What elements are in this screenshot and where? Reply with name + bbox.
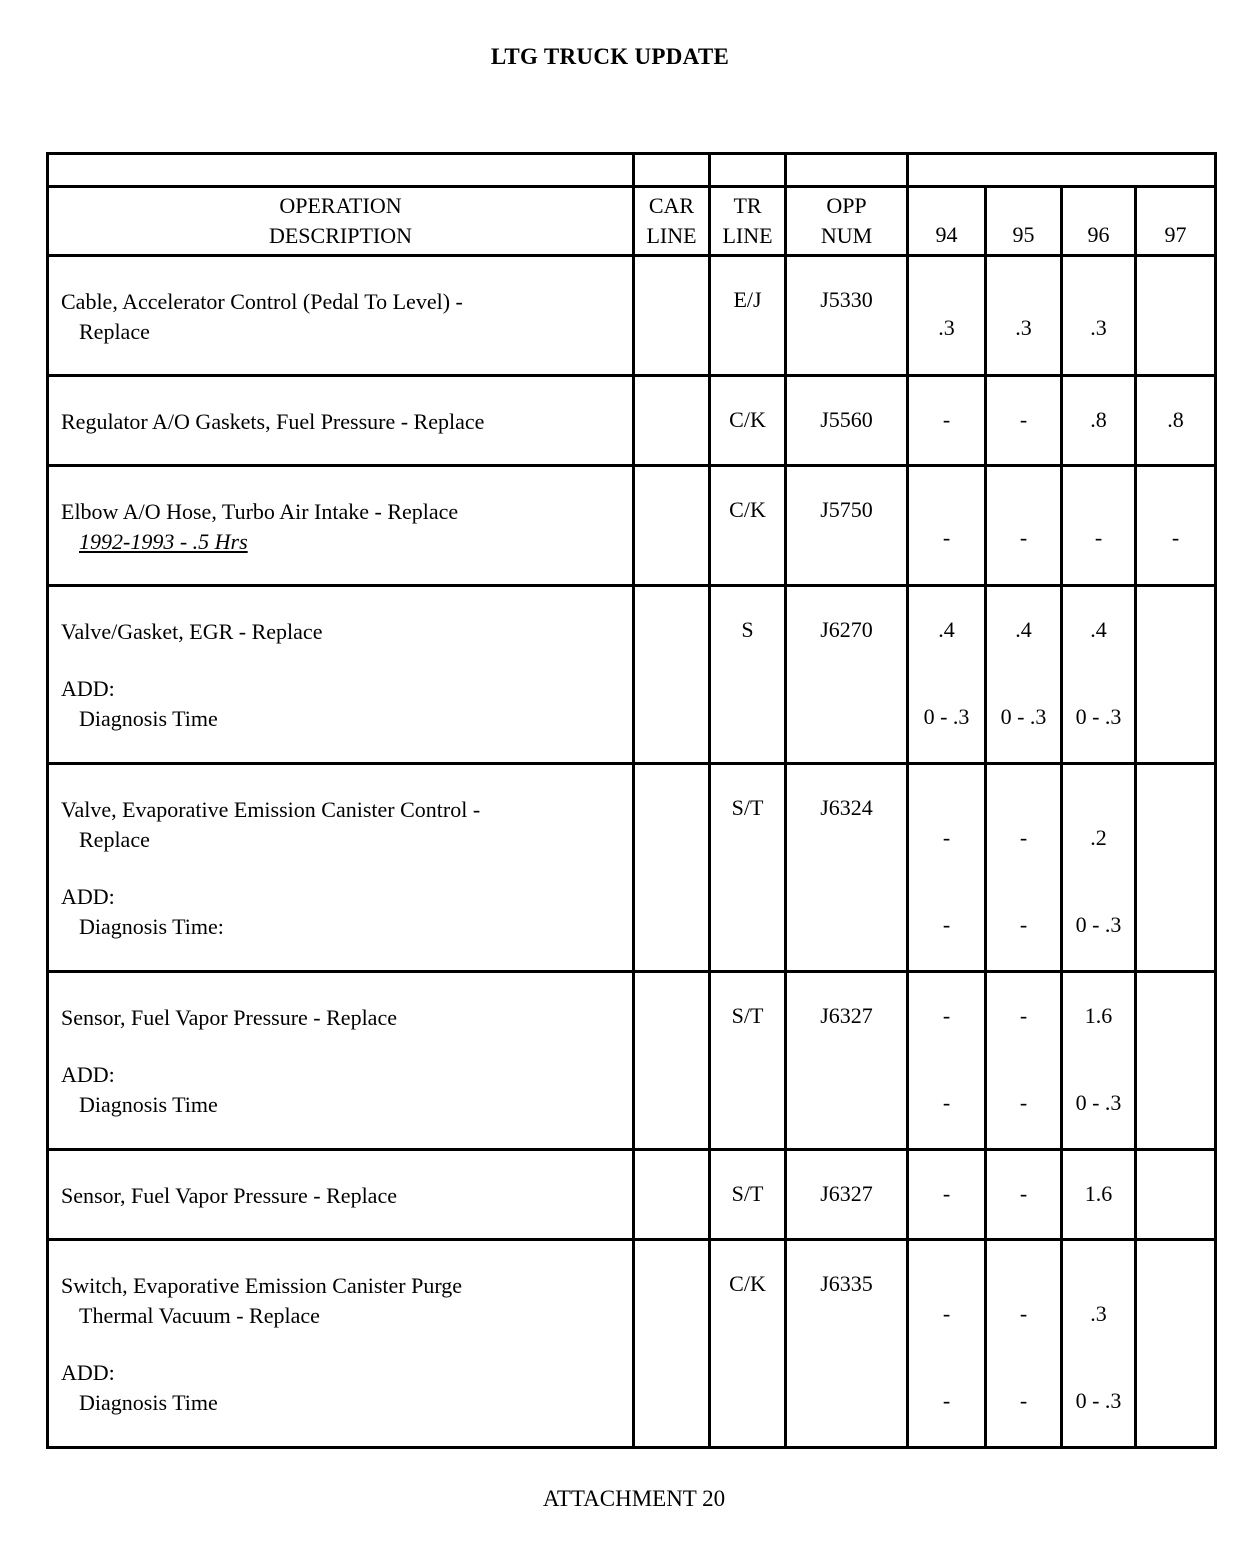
- table-top-row: [48, 154, 1216, 187]
- tr-line-cell: S/T: [710, 764, 786, 972]
- tr-line-cell: C/K: [710, 466, 786, 586]
- table-row: [48, 256, 1216, 376]
- opp-num-cell: J6327: [786, 972, 908, 1150]
- operation-description: Sensor, Fuel Vapor Pressure - Replace ADD: Diagnosis Time: [48, 972, 634, 1150]
- tr-line-cell: S/T: [710, 972, 786, 1150]
- year-96-value: 1.6: [1062, 1150, 1136, 1240]
- car-line-cell: [634, 376, 710, 466]
- year-94-value: .3: [908, 256, 986, 376]
- opp-num-cell: J6327: [786, 1150, 908, 1240]
- year-95-value: .4 0 - .3: [986, 586, 1062, 764]
- year-header-97: 97: [1136, 187, 1216, 256]
- year-header-94: 94: [908, 187, 986, 256]
- car-line-cell: [634, 764, 710, 972]
- operation-description: Sensor, Fuel Vapor Pressure - Replace: [48, 1150, 634, 1240]
- year-97-value: -: [1136, 466, 1216, 586]
- year-95-value: -: [986, 466, 1062, 586]
- year-94-value: - -: [908, 972, 986, 1150]
- car-line-cell: [634, 466, 710, 586]
- operation-description: Elbow A/O Hose, Turbo Air Intake - Replace 1992-1993 - .5 Hrs: [48, 466, 634, 586]
- year-94-value: -: [908, 1150, 986, 1240]
- tr-line-cell: C/K: [710, 1240, 786, 1448]
- year-96-value: .3: [1062, 256, 1136, 376]
- car-line-cell: [634, 1150, 710, 1240]
- car-line-header: CAR LINE: [634, 187, 710, 256]
- table-row: [48, 376, 1216, 466]
- table-row: [48, 1150, 1216, 1240]
- opp-num-cell: J6335: [786, 1240, 908, 1448]
- year-96-value: 1.6 0 - .3: [1062, 972, 1136, 1150]
- year-96-value: -: [1062, 466, 1136, 586]
- year-94-value: - -: [908, 1240, 986, 1448]
- operations-table: [46, 152, 1217, 1449]
- opp-num-cell: J6324: [786, 764, 908, 972]
- year-97-value: [1136, 972, 1216, 1150]
- car-line-cell: [634, 256, 710, 376]
- operation-description: Valve, Evaporative Emission Canister Control - Replace ADD: Diagnosis Time:: [48, 764, 634, 972]
- year-header-95: 95: [986, 187, 1062, 256]
- table-header-row: [48, 187, 1216, 256]
- opp-num-header: OPP NUM: [786, 187, 908, 256]
- tr-line-cell: E/J: [710, 256, 786, 376]
- car-line-cell: [634, 586, 710, 764]
- table-row: [48, 586, 1216, 764]
- year-97-value: [1136, 1240, 1216, 1448]
- car-line-cell: [634, 1240, 710, 1448]
- year-96-value: .8: [1062, 376, 1136, 466]
- year-96-value: .2 0 - .3: [1062, 764, 1136, 972]
- tr-line-cell: S/T: [710, 1150, 786, 1240]
- table-row: [48, 1240, 1216, 1448]
- year-94-value: -: [908, 466, 986, 586]
- opp-num-cell: J5330: [786, 256, 908, 376]
- opp-num-cell: J6270: [786, 586, 908, 764]
- year-97-value: [1136, 1150, 1216, 1240]
- tr-line-header: TR LINE: [710, 187, 786, 256]
- car-line-cell: [634, 972, 710, 1150]
- year-97-value: [1136, 256, 1216, 376]
- year-95-value: -: [986, 376, 1062, 466]
- table-row: [48, 466, 1216, 586]
- year-94-value: - -: [908, 764, 986, 972]
- year-96-value: .4 0 - .3: [1062, 586, 1136, 764]
- operation-description: Valve/Gasket, EGR - Replace ADD: Diagnosis Time: [48, 586, 634, 764]
- table-row: [48, 972, 1216, 1150]
- year-94-value: .4 0 - .3: [908, 586, 986, 764]
- year-95-value: .3: [986, 256, 1062, 376]
- table-row: [48, 764, 1216, 972]
- operation-description: Cable, Accelerator Control (Pedal To Level) - Replace: [48, 256, 634, 376]
- year-header-96: 96: [1062, 187, 1136, 256]
- year-94-value: -: [908, 376, 986, 466]
- operation-description-header: OPERATION DESCRIPTION: [48, 187, 634, 256]
- year-97-value: [1136, 764, 1216, 972]
- year-97-value: [1136, 586, 1216, 764]
- year-95-value: - -: [986, 972, 1062, 1150]
- year-95-value: - -: [986, 764, 1062, 972]
- tr-line-cell: S: [710, 586, 786, 764]
- opp-num-cell: J5750: [786, 466, 908, 586]
- opp-num-cell: J5560: [786, 376, 908, 466]
- year-97-value: .8: [1136, 376, 1216, 466]
- year-96-value: .3 0 - .3: [1062, 1240, 1136, 1448]
- year-95-value: -: [986, 1150, 1062, 1240]
- year-95-value: - -: [986, 1240, 1062, 1448]
- operation-description: Regulator A/O Gaskets, Fuel Pressure - Replace: [48, 376, 634, 466]
- page-title: LTG TRUCK UPDATE: [490, 44, 730, 69]
- page-footer: ATTACHMENT 20: [542, 1486, 726, 1511]
- operation-description: Switch, Evaporative Emission Canister Purge Thermal Vacuum - Replace ADD: Diagnosis Time: [48, 1240, 634, 1448]
- tr-line-cell: C/K: [710, 376, 786, 466]
